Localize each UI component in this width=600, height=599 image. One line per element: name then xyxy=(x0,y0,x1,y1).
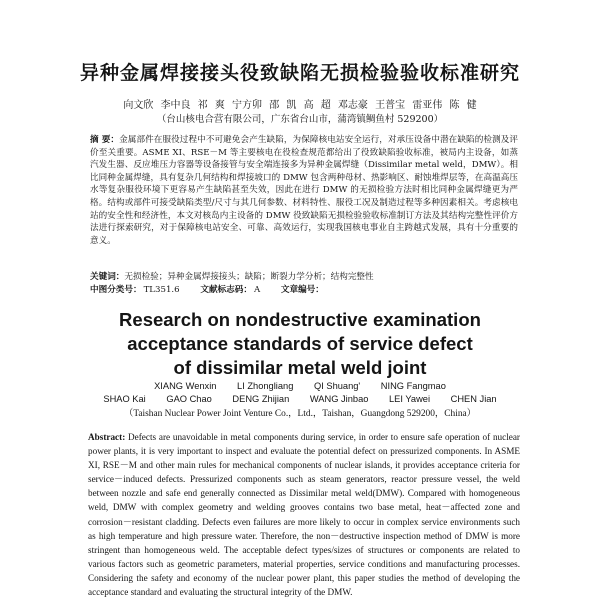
english-affiliation: （Taishan Nuclear Power Joint Venture Co.，Ltd.，Taishan，Guangdong 529200，China） xyxy=(123,409,477,419)
chinese-abstract xyxy=(90,134,518,247)
class-number-value: TL351.6 xyxy=(143,285,180,295)
doc-code-value: A xyxy=(253,285,261,295)
chinese-keywords-text: 无损检验；异种金属焊接接头；缺陷；断裂力学分析；结构完整性 xyxy=(124,272,374,282)
author-name: SHAO Kai xyxy=(103,394,146,404)
article-number-label: 文章编号： xyxy=(280,285,324,295)
author-name: XIANG Wenxin xyxy=(154,381,217,391)
english-title-line: of dissimilar metal weld joint xyxy=(173,357,427,378)
chinese-keywords xyxy=(90,271,518,284)
english-authors xyxy=(0,380,600,406)
chinese-title: 异种金属焊接接头役致缺陷无损检验验收标准研究 xyxy=(79,62,520,84)
chinese-authors: 向文欣 李中良 祁 爽 宁方卯 邵 凯 高 超 邓志豪 王普宝 雷亚伟 陈 健 xyxy=(123,100,477,111)
english-title-line: Research on nondestructive examination xyxy=(119,309,481,330)
author-name: LEI Yawei xyxy=(389,394,431,404)
english-title xyxy=(0,308,600,380)
author-name: WANG Jinbao xyxy=(309,394,369,404)
english-abstract-label: Abstract: xyxy=(88,432,126,442)
author-name: CHEN Jian xyxy=(450,394,497,404)
english-abstract xyxy=(88,430,520,599)
chinese-abstract-text: 金属部件在服役过程中不可避免会产生缺陷，为保障核电站安全运行，对承压设备中潜在缺陷的检测及评价至关重要。ASME XI、RSE－M 等主要核电在役检查规范都给出了役致缺陷验收标准，被局内主设备，如蒸汽发生器、反应堆压力容器等设备接管与安全端连接多为异种金属焊缝（Dissimilar metal weld，DMW）。相比同种金属焊缝，具有复杂几何结构和焊接坡口的 DMW 包含两种母材、热影响区、耐蚀堆焊层等，在高温高压水等复杂服役环境下更容易产生缺陷甚至失效，因此在进行 DMW 的无损检验方法时相比同种金属焊缝更为严格。结构或部件可接受缺陷类型/尺寸与其几何参数、材料特性、服役工况及制造过程等多种因素相关。考虑核电站的安全性和经济性，本文对核岛内主设备的 DMW 役致缺陷无损检验验收标准制订方法及其结构完整性评价方法进行探索研究，对于保障核电站安全、可靠、高效运行，实现我国核电事业自主跨越式发展，具有十分重要的意义。 xyxy=(90,135,518,246)
chinese-keywords-label: 关键词： xyxy=(90,272,125,282)
chinese-affiliation: （台山核电合营有限公司，广东省台山市，蒲湾镇鲷鱼村 529200） xyxy=(156,114,444,125)
author-name: QI Shuang' xyxy=(313,381,361,391)
author-name: GAO Chao xyxy=(166,394,212,404)
author-name: DENG Zhijian xyxy=(232,394,290,404)
english-authors-row-1 xyxy=(0,380,600,393)
author-name: LI Zhongliang xyxy=(237,381,294,391)
chinese-abstract-label: 摘 要： xyxy=(90,135,120,145)
class-number-label: 中图分类号： xyxy=(90,285,142,295)
english-abstract-text: Defects are unavoidable in metal components during service, in order to ensure safe operation of nuclear power plants, it is very important to inspect and evaluate the potential defect on pressurized components. In ASME XI, RSE－M and other main rules for mechanical components of nuclear islands, it provides acceptance criteria for service－induced defects. Pressurized components such as steam generators, reactor pressure vessel, the weld between nozzle and safe end generally connected as Dissimilar metal weld(DMW). Compared with homogeneous weld, DMW with complex geometry and welding grooves contains two base metal, heat－affected zone and corrosion－resistant cladding. Defects even failures are more likely to occur in complex service environments such as high temperature and high pressure water. Therefore, the non－destructive inspection method of DMW is more stringent than homogeneous weld. The acceptable defect types/sizes of structures or components are related to various factors such as geometric parameters, material properties, service conditions and manufacturing processes. Considering the safety and economy of the nuclear power plant, this paper studies the method of developing the acceptance standard and evaluating the structural integrity of the DMW. xyxy=(88,432,520,598)
author-name: NING Fangmao xyxy=(380,381,446,391)
english-title-line: acceptance standards of service defect xyxy=(127,333,473,354)
chinese-classification xyxy=(90,284,518,297)
doc-code-label: 文献标志码： xyxy=(200,285,252,295)
